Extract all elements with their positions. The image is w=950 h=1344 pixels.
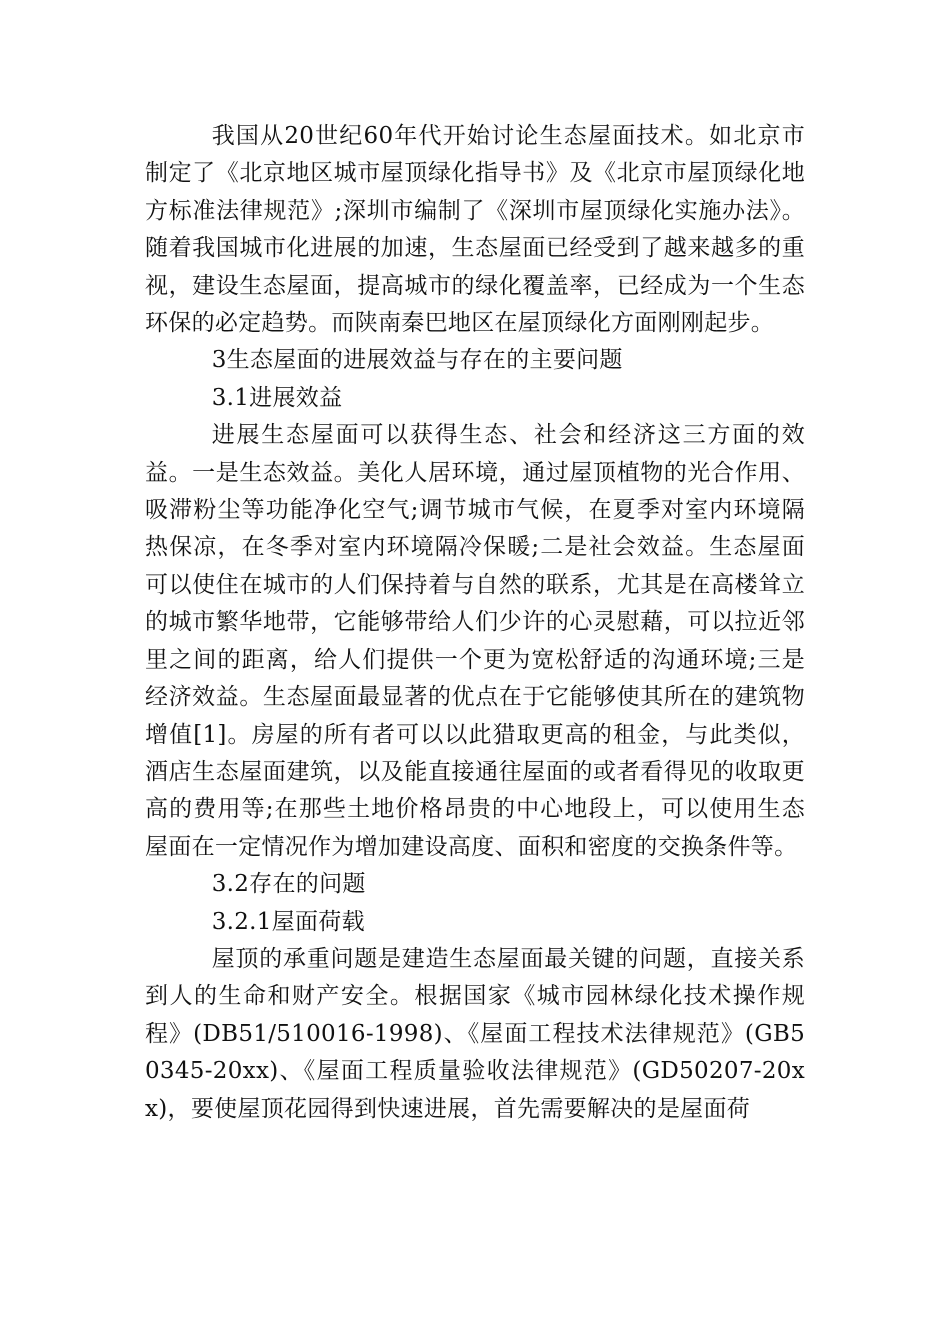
paragraph-roof-load: 屋顶的承重问题是建造生态屋面最关键的问题，直接关系到人的生命和财产安全。根据国家《城市园林绿化技术操作规程》(DB51/510016-1998)、《屋面工程技术法律规范》(GB50345-20xx)、《屋面工程质量验收法律规范》(GD50207-20xx)，要使屋顶花园得到快速进展，首先需要解决的是屋面荷 <box>145 945 805 1122</box>
paragraph-benefits: 进展生态屋面可以获得生态、社会和经济这三方面的效益。一是生态效益。美化人居环境，通过屋顶植物的光合作用、吸滞粉尘等功能净化空气;调节城市气候，在夏季对室内环境隔热保凉，在冬季对室内环境隔冷保暖;二是社会效益。生态屋面可以使住在城市的人们保持着与自然的联系，尤其是在高楼耸立的城市繁华地带，它能够带给人们少许的心灵慰藉，可以拉近邻里之间的距离，给人们提供一个更为宽松舒适的沟通环境;三是经济效益。生态屋面最显著的优点在于它能够使其所在的建筑物增值[1]。房屋的所有者可以以此猎取更高的租金，与此类似，酒店生态屋面建筑，以及能直接通往屋面的或者看得见的收取更高的费用等;在那些土地价格昂贵的中心地段上，可以使用生态屋面在一定情况作为增加建设高度、面积和密度的交换条件等。 <box>145 422 805 860</box>
document-body <box>145 118 805 1128</box>
subsection-heading-3-1: 3.1进展效益 <box>211 384 343 411</box>
subsection-heading-3-2-1: 3.2.1屋面荷载 <box>211 908 365 935</box>
section-heading-3: 3生态屋面的进展效益与存在的主要问题 <box>211 347 623 374</box>
subsection-heading-3-2: 3.2存在的问题 <box>211 871 366 898</box>
paragraph-intro: 我国从20世纪60年代开始讨论生态屋面技术。如北京市制定了《北京地区城市屋顶绿化指导书》及《北京市屋顶绿化地方标准法律规范》;深圳市编制了《深圳市屋顶绿化实施办法》。随着我国城市化进展的加速，生态屋面已经受到了越来越多的重视，建设生态屋面，提高城市的绿化覆盖率，已经成为一个生态环保的必定趋势。而陕南秦巴地区在屋顶绿化方面刚刚起步。 <box>145 123 805 337</box>
